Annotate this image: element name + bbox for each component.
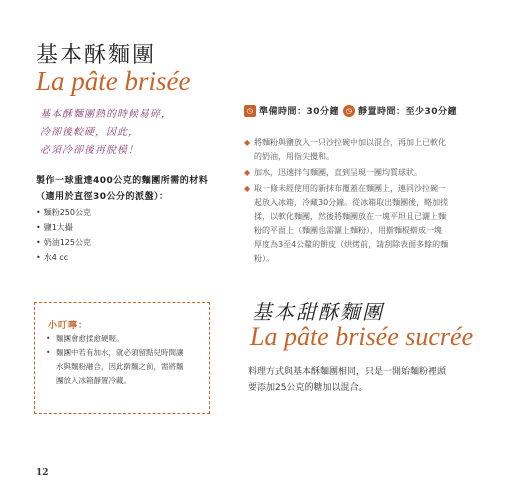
ingredient-label: 水4 cc <box>43 253 69 262</box>
description-line: 料理方式與基本酥麵團相同，只是一開始麵粉裡頭 <box>248 367 447 377</box>
page-title-french: La pâte brisée <box>36 66 191 96</box>
tip-item: • 麵團中若有加水，就必須留點兒時間讓 水與麵粉融合，因此擀麵之前，需將麵 團放入冰箱靜置冷藏。 <box>46 346 206 388</box>
section-description <box>248 364 498 396</box>
tip-list <box>46 332 206 388</box>
diamond-bullet-icon: ◆ <box>244 138 251 147</box>
ingredients-list <box>36 205 91 265</box>
tip-line: 麵團會愈揉愈硬喔。 <box>56 334 124 343</box>
prep-time-label: 準備時間：30分鐘 <box>259 107 340 117</box>
handwritten-note-line: 基本酥麵團熱的時候易碎， <box>40 109 172 120</box>
step-line: 粉）。 <box>254 254 274 263</box>
time-info <box>244 104 457 117</box>
step-line: 的奶油，用指尖攪和。 <box>254 152 334 161</box>
tip-line: 麵團中若有加水，就必須留點兒時間讓 <box>56 348 184 357</box>
steps-list <box>244 136 488 268</box>
rest-time-label: 靜置時間：至少30分鐘 <box>358 107 458 117</box>
tip-line: 水與麵粉融合，因此擀麵之前，需將麵 <box>56 362 184 371</box>
ingredients-heading-line: （適用於直徑30公分的派盤）： <box>36 192 169 202</box>
step-line: 取一條未經使用的新抹布覆蓋在麵團上，連同沙拉碗一 <box>254 184 446 193</box>
handwritten-note <box>40 106 230 160</box>
step-line: 揉，以軟化麵團，然後將麵團放在一塊平坦且已灑上麵 <box>254 212 446 221</box>
step-line: 加水，迅速拌勻麵團，直到呈現一團均質球狀。 <box>254 168 422 177</box>
ingredient-item: • 麵粉250公克 <box>36 208 91 217</box>
clock-circle-icon: ◷ <box>343 105 355 117</box>
section-title: 基本甜酥麵團 <box>252 300 384 324</box>
page-number: 12 <box>36 468 49 478</box>
step-item <box>244 166 488 180</box>
diamond-bullet-icon: ◆ <box>244 184 251 193</box>
tip-line: 團放入冰箱靜置冷藏。 <box>56 376 131 385</box>
step-line: 厚度為3至4公釐的餅皮（烘烤前，請刮除表面多餘的麵 <box>254 240 449 249</box>
clock-square-icon: ◷ <box>244 105 256 117</box>
step-item <box>244 136 488 164</box>
ingredient-item: • 奶油125公克 <box>36 238 91 247</box>
ingredients-heading <box>36 173 236 205</box>
tip-title: 小叮嚀： <box>48 321 89 331</box>
ingredient-label: 麵粉250公克 <box>43 208 91 217</box>
ingredient-item: • 水4 cc <box>36 253 69 262</box>
diamond-bullet-icon: ◆ <box>244 168 251 177</box>
handwritten-note-line: 必須冷卻後再脫模！ <box>40 145 139 156</box>
step-line: 粉的平面上（麵團也需灑上麵粉），用擀麵棍擀成一塊 <box>254 226 442 235</box>
description-line: 要添加25公克的糖加以混合。 <box>248 383 368 393</box>
ingredient-item: • 鹽1大撮 <box>36 223 73 232</box>
step-line: 起放入冰箱，冷藏30分鐘。從冰箱取出麵團後，略加搓 <box>254 198 449 207</box>
step-item <box>244 182 488 266</box>
tip-item: • 麵團會愈揉愈硬喔。 <box>46 332 206 346</box>
step-line: 將麵粉與鹽放入一只沙拉碗中加以混合，再加上已軟化 <box>254 138 446 147</box>
ingredient-label: 奶油125公克 <box>43 238 91 247</box>
ingredients-heading-line: 製作一球重達400公克的麵團所需的材料 <box>36 176 209 186</box>
ingredient-label: 鹽1大撮 <box>43 223 73 232</box>
handwritten-note-line: 冷卻後較硬，因此， <box>40 127 139 138</box>
page-title: 基本酥麵團 <box>36 43 157 68</box>
section-title-french: La pâte brisée sucrée <box>250 322 474 351</box>
